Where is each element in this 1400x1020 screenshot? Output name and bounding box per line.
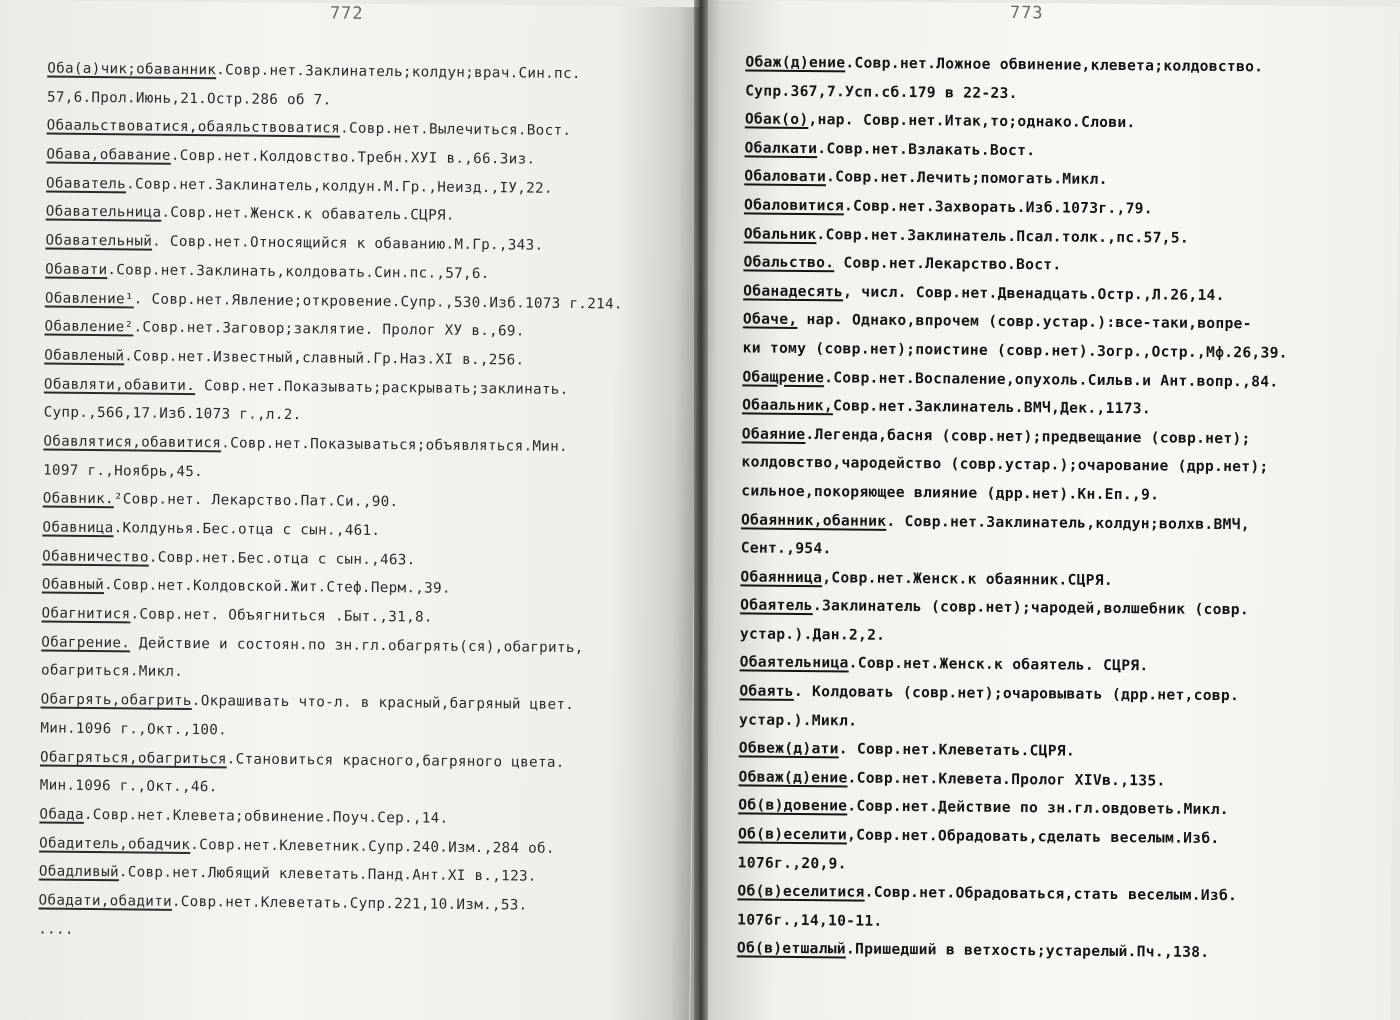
- entry-headword: Обаальствоватися,обаяльствоватися: [46, 117, 341, 137]
- entry-text: ки тому (совр.нет);поистине (совр.нет).Зогр.,Остр.,Мф.26,39.: [742, 339, 1288, 362]
- entry-text: .Совр.нет.Воспаление,опухоль.Сильв.и Ант.вопр.,84.: [824, 368, 1279, 391]
- entry-text: ,Совр.нет.Обрадовать,сделать веселым.Изб.: [846, 826, 1220, 848]
- entry-headword: Обавник.: [42, 490, 114, 508]
- entry-text: сильное,покоряющее влияние (дрр.нет).Кн.Еп.,9.: [741, 482, 1160, 504]
- entry-text: .Совр.нет.Действие по зн.гл.овдоветь.Микл.: [847, 797, 1230, 819]
- entry-headword: Обаятель: [740, 596, 813, 615]
- entry-text: .Совр.нет.Захворать.Изб.1073г.,79.: [843, 197, 1153, 218]
- entry-headword: Обальник: [743, 224, 817, 243]
- entry-text: .Совр.нет.Известный,славный.Гр.Наз.XI в.,256.: [124, 348, 525, 369]
- entry-text: нар. Однако,впрочем (совр.устар.):все-таки,вопре-: [797, 311, 1252, 333]
- entry-headword: Обвеж(д)ати: [738, 739, 839, 758]
- entry-text: Действие и состоян.по зн.гл.обагрять(ся),обагрить,: [130, 635, 584, 656]
- entry-text: ,Совр.нет.Женск.к обаянник.СЦРЯ.: [822, 568, 1114, 589]
- entry-text: . Колдовать (совр.нет);очаровывать (дрр.нет,совр.: [793, 682, 1240, 705]
- entry-headword: Обаловитися: [743, 196, 845, 215]
- entry-text: Совр.нет.Показывать;раскрывать;заклинать.: [195, 377, 569, 398]
- entry-headword: Обавлятися,обавитися: [43, 433, 222, 452]
- entry-headword: Обадливый: [38, 863, 119, 881]
- entry-text: . Совр.нет.Относящийся к обаванию.М.Гр.,343.: [152, 233, 544, 254]
- entry-text: .Совр.нет.Женск.к обаятель. СЦРЯ.: [848, 654, 1149, 675]
- entry-text: .Совр.нет.Вылечиться.Вост.: [340, 120, 572, 140]
- entry-text: .Совр.нет.Заклинатель.Псал.толк.,пс.57,5.: [816, 225, 1190, 247]
- entry-text: .Пришедший в ветхость;устарелый.Пч.,138.: [845, 940, 1210, 962]
- dictionary-entries: [737, 48, 1390, 969]
- entry-headword: Обавати: [45, 261, 108, 278]
- entry-text: Супр.367,7.Усп.сб.179 в 22-23.: [745, 82, 1018, 102]
- entry-headword: Обавляти,обавити.: [43, 376, 196, 394]
- entry-headword: Обаватель: [45, 175, 127, 193]
- entry-text: , числ. Совр.нет.Двенадцать.Остр.,Л.26,14.: [843, 283, 1225, 304]
- entry-text: .Совр.нет.Колдовской.Жит.Стеф.Перм.,39.: [104, 577, 451, 598]
- entry-text: колдовство,чародейство (совр.устар.);очарование (дрр.нет);: [741, 453, 1269, 476]
- page-number: 773: [1009, 2, 1044, 24]
- entry-headword: Обава,обавание: [46, 146, 171, 164]
- entry-text: .Совр.нет.Женск.к обаватель.СЦРЯ.: [161, 205, 455, 225]
- entry-headword: Обанадесять: [743, 282, 844, 301]
- entry-headword: Обавница: [42, 519, 114, 537]
- dictionary-line: [38, 915, 676, 950]
- entry-text: .Совр.нет.Любящий клеветать.Панд.Ант.XI в.,123.: [118, 864, 537, 885]
- entry-headword: Обадати,обадити: [38, 892, 173, 910]
- entry-text: Совр.нет.Заклинатель.ВМЧ,Дек.,1173.: [832, 397, 1152, 418]
- entry-text: .Совр.нет.Колдовство.Требн.ХУI в.,66.Зиз.: [170, 147, 536, 168]
- entry-text: Супр.,566,17.Изб.1073 г.,л.2.: [43, 404, 302, 424]
- entry-headword: Обагрение.: [41, 634, 131, 652]
- entry-headword: Обавленый: [44, 347, 125, 365]
- entry-text: 1076г.,14,10-11.: [737, 911, 883, 930]
- entry-text: 1097 г.,Ноябрь,45.: [42, 462, 204, 480]
- dictionary-entries: [38, 54, 685, 950]
- entry-text: устар.).Микл.: [739, 711, 858, 730]
- entry-headword: Обаять: [739, 682, 794, 700]
- entry-text: ,нар. Совр.нет.Итак,то;однако.Слови.: [808, 111, 1136, 132]
- entry-headword: Обагряться,обагриться: [39, 748, 227, 767]
- entry-headword: Обваж(д)ение: [738, 768, 848, 787]
- entry-text: .Совр.нет.Заклинатель,колдун.М.Гр.,Неизд.,IУ,22.: [126, 176, 553, 197]
- entry-text: .Совр.нет.Заклинатель;колдун;врач.Син.пс.: [216, 62, 581, 83]
- entry-headword: Обада: [39, 806, 85, 823]
- entry-text: .Легенда,басня (совр.нет);предвещание (совр.нет);: [805, 425, 1251, 448]
- entry-headword: Обавательный: [45, 232, 153, 250]
- entry-text: 57,6.Прол.Июнь,21.Остр.286 об 7.: [46, 89, 332, 109]
- entry-headword: Обаче,: [742, 310, 798, 329]
- entry-headword: Обащрение: [742, 367, 825, 386]
- entry-headword: Обагнитися: [41, 605, 131, 623]
- right-page: [690, 0, 1400, 1020]
- entry-headword: Обадитель,обадчик: [39, 835, 191, 853]
- entry-text: .Совр.нет.Лечить;помогать.Микл.: [826, 168, 1108, 189]
- entry-text: .Совр.нет.Взлакать.Вост.: [817, 139, 1036, 160]
- entry-headword: Об(в)довение: [738, 796, 848, 815]
- entry-text: .Совр.нет.Ложное обвинение,клевета;колдовство.: [845, 54, 1264, 76]
- entry-text: Сент.,954.: [740, 539, 832, 558]
- entry-headword: Обак(о): [744, 110, 809, 129]
- entry-headword: Обаловати: [744, 167, 827, 186]
- entry-text: Мин.1096 г.,Окт.,46.: [39, 777, 218, 796]
- page-number: 772: [329, 3, 364, 24]
- entry-text: .Колдунья.Бес.отца с сын.,461.: [113, 520, 381, 540]
- entry-text: ²Совр.нет. Лекарство.Пат.Си.,90.: [113, 491, 399, 511]
- entry-text: .Совр.нет.Заговор;заклятие. Пролог ХУ в.,69.: [133, 319, 525, 340]
- entry-headword: Обавный: [41, 576, 105, 594]
- entry-text: .Окрашивать что-л. в красный,багряный цвет.: [191, 693, 575, 714]
- entry-text: 1076г.,20,9.: [737, 854, 847, 873]
- entry-text: .Заклинатель (совр.нет);чародей,волшебник (совр.: [812, 597, 1250, 619]
- entry-headword: Оба(а)чик;обаванник: [47, 60, 217, 79]
- entry-headword: Обаятельница: [739, 653, 849, 672]
- entry-text: .Совр.нет.Клевета;обвинение.Поуч.Сер.,14.: [83, 806, 449, 827]
- entry-headword: Обавление¹: [44, 289, 134, 307]
- entry-headword: Обаяние: [741, 425, 806, 443]
- entry-text: .Становиться красного,багряного цвета.: [226, 750, 565, 771]
- entry-text: .Совр.нет.Клеветник.Супр.240.Изм.,284 об.: [190, 836, 555, 857]
- entry-headword: Об(в)еселити: [737, 825, 848, 844]
- entry-headword: Обалкати: [744, 139, 818, 157]
- entry-headword: Обаянник,обанник: [740, 510, 887, 530]
- entry-text: .Совр.нет. Объягниться .Быт.,31,8.: [130, 606, 433, 626]
- entry-headword: Обавление²: [44, 318, 134, 336]
- entry-headword: Обавничество: [42, 548, 149, 566]
- entry-headword: Обавательница: [45, 203, 162, 222]
- entry-text: . Совр.нет.Явление;откровение.Супр.,530.Изб.1073 г.214.: [133, 290, 623, 313]
- entry-text: Совр.нет.Лекарство.Вост.: [834, 254, 1062, 274]
- entry-text: обагриться.Микл.: [40, 662, 184, 681]
- entry-headword: Обаянница: [740, 568, 823, 586]
- entry-headword: Обаальник,: [742, 396, 834, 415]
- entry-text: .Совр.нет.Обрадоваться,стать веселым.Изб.: [864, 883, 1238, 905]
- entry-text: .Совр.нет.Клевета.Пролог XIVв.,135.: [847, 769, 1166, 790]
- entry-text: Мин.1096 г.,Окт.,100.: [40, 720, 228, 739]
- entry-headword: Обаж(д)ение: [745, 53, 846, 72]
- entry-headword: Об(в)еселитися: [737, 882, 865, 901]
- entry-text: .Совр.нет.Клеветать.Супр.221,10.Изм.,53.: [171, 893, 528, 914]
- entry-text: устар.).Дан.2,2.: [739, 625, 886, 644]
- entry-text: ....: [38, 921, 74, 938]
- entry-text: . Совр.нет.Заклинатель,колдун;волхв.ВМЧ,: [886, 512, 1250, 533]
- entry-text: .Совр.нет.Заклинать,колдовать.Син.пс.,57,6.: [107, 261, 490, 282]
- entry-headword: Об(в)етшалый: [736, 939, 847, 958]
- dictionary-line: [737, 935, 1381, 970]
- entry-headword: Обальство.: [743, 253, 835, 272]
- book-gutter: [694, 0, 708, 1020]
- entry-text: .Совр.нет.Показываться;объявляться.Мин.: [221, 435, 569, 455]
- entry-headword: Обагрять,обагрить: [40, 691, 192, 710]
- entry-text: . Совр.нет.Клеветать.СЦРЯ.: [838, 740, 1076, 760]
- entry-text: .Совр.нет.Бес.отца с сын.,463.: [148, 549, 416, 569]
